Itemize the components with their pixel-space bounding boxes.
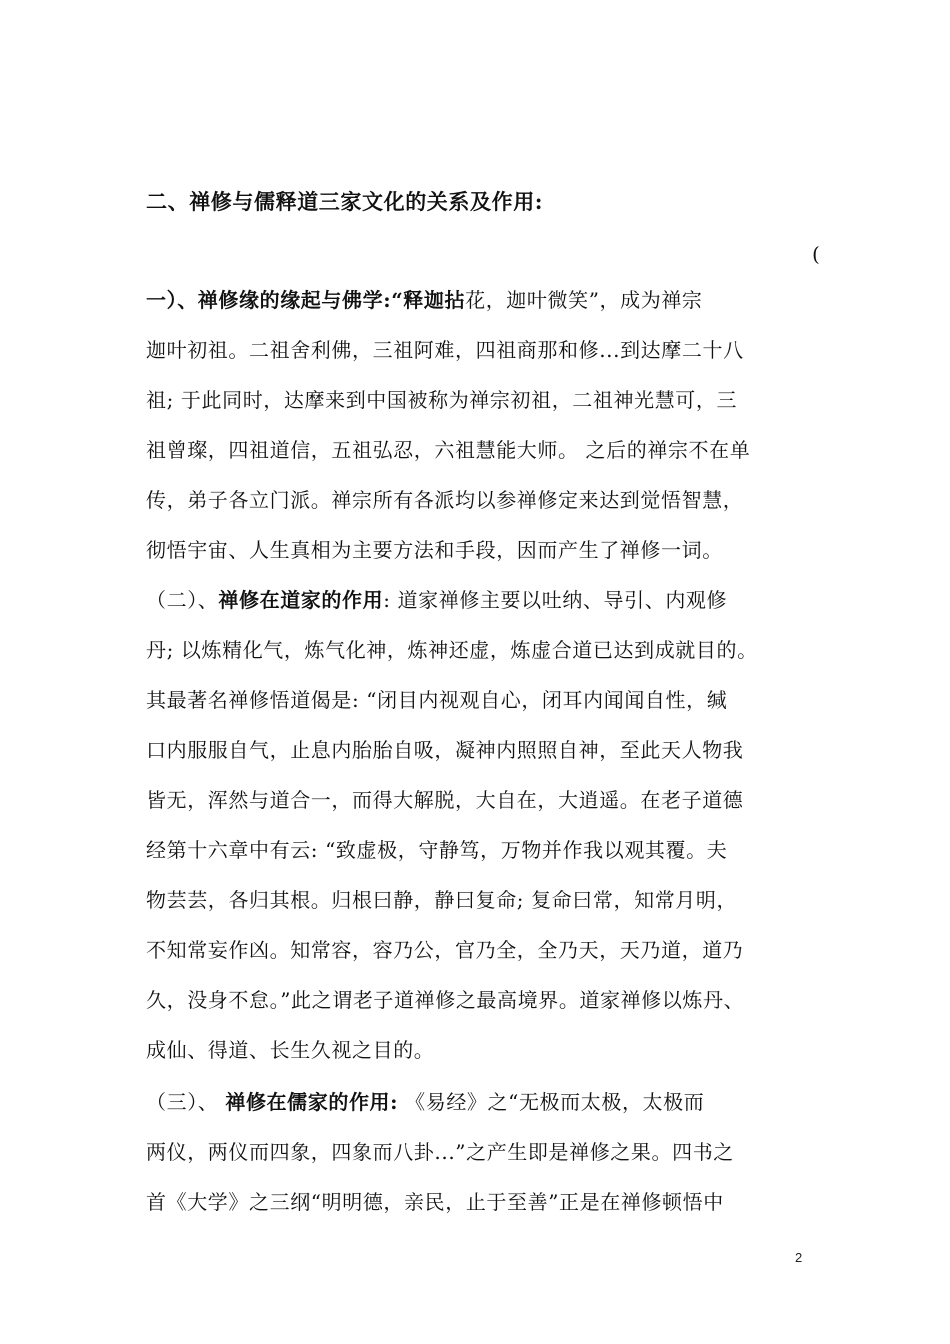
section1-line-6: 彻悟宇宙、人生真相为主要方法和手段，因而产生了禅修一词。 (146, 538, 723, 562)
section2-line-3: 其最著名禅修悟道偈是: “闭目内视观自心，闭耳内闻闻自性，缄 (146, 688, 728, 712)
section2-line-7: 物芸芸，各归其根。归根曰静，静曰复命; 复命曰常，知常月明， (146, 888, 738, 912)
section1-line-1 (146, 286, 703, 314)
section3-line-1-rest: 《易经》之“无极而太极，太极而 (398, 1090, 705, 1114)
section1-line-1-rest: 花，迦叶微笑”，成为禅宗 (465, 288, 703, 312)
section3-title: 禅修在儒家的作用: (225, 1090, 399, 1114)
section2-line-1 (146, 586, 727, 614)
section2-line-10: 成仙、得道、长生久视之目的。 (146, 1038, 435, 1062)
section2-line-4: 口内服服自气，止息内胎胎自吸，凝神内照照自神，至此天人物我 (146, 738, 744, 762)
section2-line-9: 久，没身不怠。”此之谓老子道禅修之最高境界。道家禅修以炼丹、 (146, 988, 745, 1012)
section1-line-3: 祖; 于此同时，达摩来到中国被称为禅宗初祖，二祖神光慧可，三 (146, 388, 738, 412)
section1-line-2: 迦叶初祖。二祖舍利佛，三祖阿难，四祖商那和修...到达摩二十八 (146, 338, 744, 362)
page-number: 2 (795, 1250, 803, 1265)
section3-line-2: 两仪，两仪而四象，四象而八卦...”之产生即是禅修之果。四书之 (146, 1140, 734, 1164)
section1-line-4: 祖曾璨，四祖道信，五祖弘忍，六祖慧能大师。 之后的禅宗不在单 (146, 438, 751, 462)
section1-title: 一）、禅修缘的缘起与佛学: (146, 288, 392, 312)
section2-line-5: 皆无，浑然与道合一，而得大解脱，大自在，大逍遥。在老子道德 (146, 788, 744, 812)
section3-prefix: （三）、 (146, 1090, 226, 1114)
section1-quote-start: “释迦拈 (391, 288, 466, 312)
section2-line-2: 丹; 以炼精化气，炼气化神，炼神还虚，炼虚合道已达到成就目的。 (146, 638, 758, 662)
section1-line-5: 传，弟子各立门派。禅宗所有各派均以参禅修定来达到觉悟智慧， (146, 488, 744, 512)
section2-line-6: 经第十六章中有云: “致虚极，守静笃，万物并作我以观其覆。夫 (146, 838, 728, 862)
section3-line-1 (146, 1088, 704, 1116)
section2-line-8: 不知常妄作凶。知常容，容乃公，官乃全，全乃天，天乃道，道乃 (146, 938, 744, 962)
section2-title: 禅修在道家的作用 (218, 588, 384, 612)
stray-parenthesis: ( (812, 242, 820, 266)
section2-prefix: （二）、 (146, 588, 219, 612)
section2-line-1-rest: : 道家禅修主要以吐纳、导引、内观修 (383, 588, 728, 612)
section3-line-3: 首《大学》之三纲“明明德，亲民，止于至善”正是在禅修顿悟中 (146, 1190, 724, 1214)
section-heading: 二、禅修与儒释道三家文化的关系及作用: (146, 189, 544, 214)
